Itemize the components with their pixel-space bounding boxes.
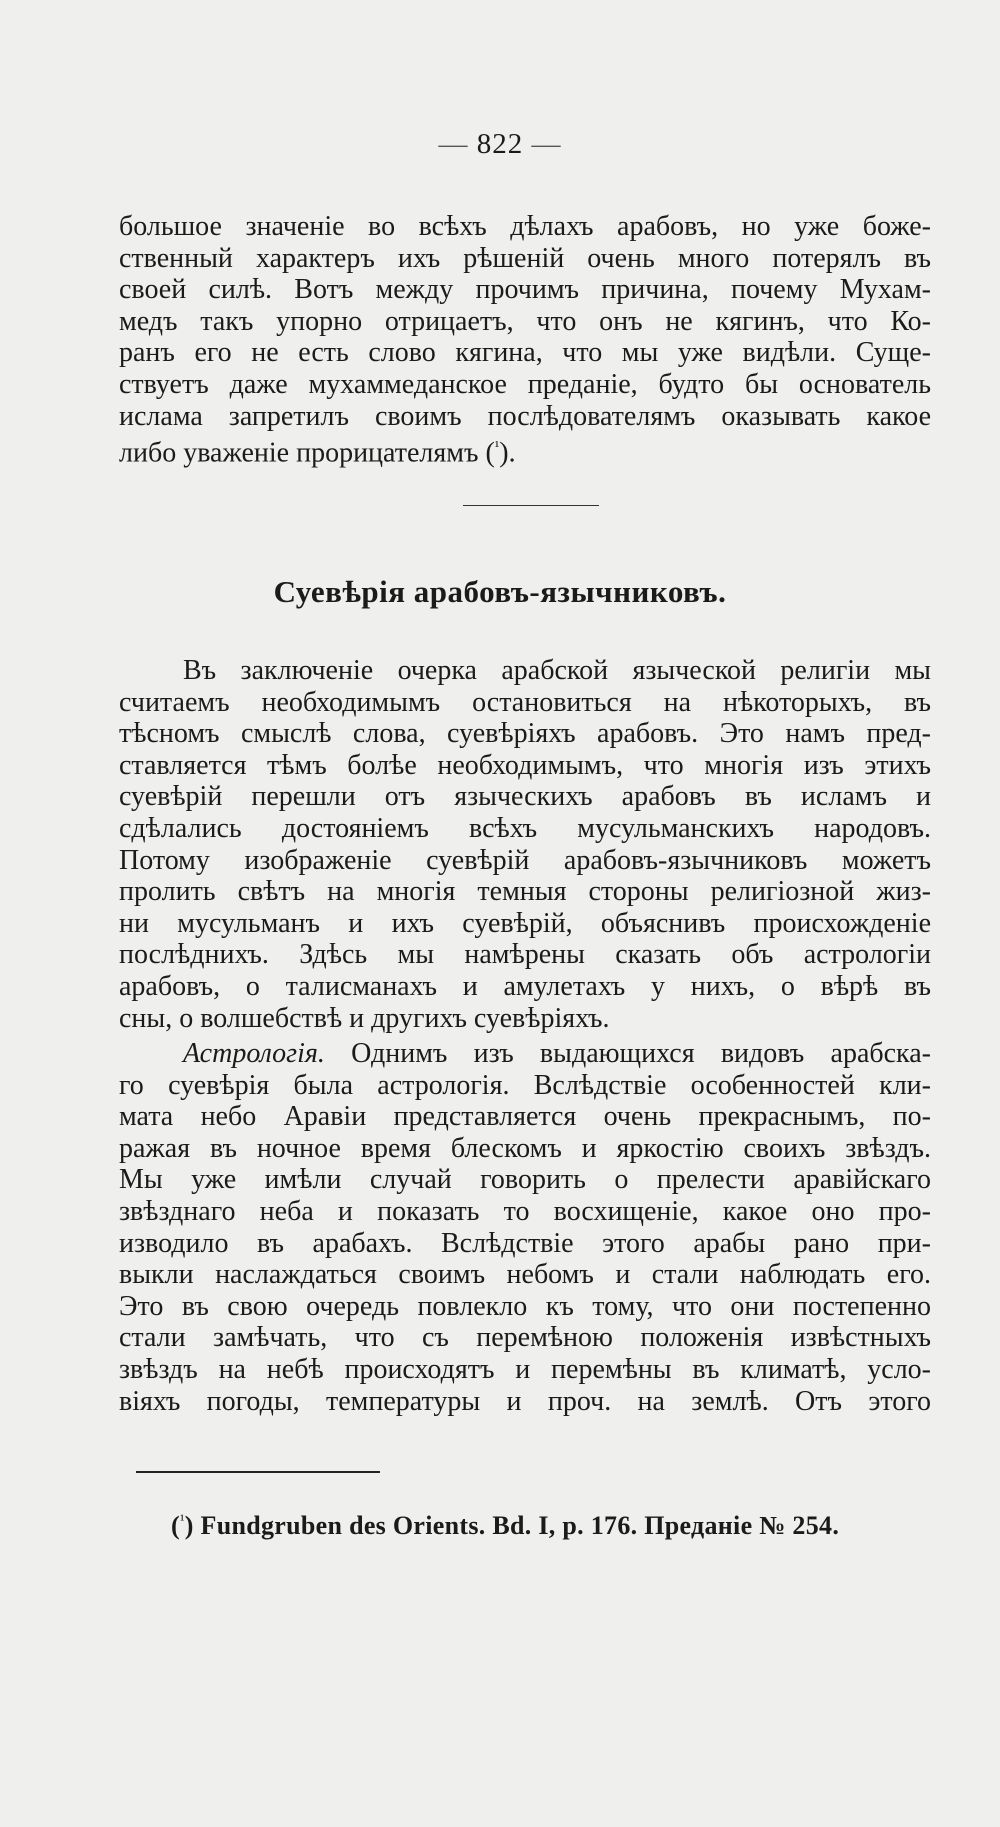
footnote [171, 1511, 911, 1541]
text-line: большое значеніе во всѣхъ дѣлахъ арабовъ, но уже боже- [119, 211, 931, 242]
text-line: ражая въ ночное время блескомъ и яркостію своихъ звѣздъ. [119, 1132, 931, 1164]
footnote-divider [136, 1471, 380, 1473]
text-line: Мы уже имѣли случай говорить о прелести аравійскаго [119, 1164, 931, 1196]
text-line: сдѣлались достояніемъ всѣхъ мусульманскихъ народовъ. [119, 812, 931, 844]
text-line: Это въ свою очередь повлекло къ тому, что они постепенно [119, 1290, 931, 1322]
text-line: Въ заключеніе очерка арабской языческой религіи мы [183, 655, 931, 686]
text-fragment: Однимъ изъ выдающихся видовъ арабска- [324, 1038, 931, 1069]
text-line: арабовъ, о талисманахъ и амулетахъ у нихъ, о вѣрѣ въ [119, 970, 931, 1002]
paragraph-introduction [119, 655, 931, 1034]
text-line: послѣднихъ. Здѣсь мы намѣрены сказать объ астрологіи [119, 939, 931, 971]
text-line: медъ такъ упорно отрицаетъ, что онъ не кягинъ, что Ко- [119, 305, 931, 337]
text-line: ствуетъ даже мухаммеданское преданіе, будто бы основатель [119, 368, 931, 400]
text-line: ни мусульманъ и ихъ суевѣрій, объяснивъ происхожденіе [119, 907, 931, 939]
footnote-marker-close: ) [184, 1511, 194, 1540]
text-line-first [119, 1038, 931, 1070]
text-line: суевѣрій перешли отъ языческихъ арабовъ въ исламъ и [119, 781, 931, 813]
paragraph-continued [119, 211, 931, 469]
text-line: тѣсномъ смыслѣ слова, суевѣріяхъ арабовъ. Это намъ пред- [119, 718, 931, 750]
dash-left: — [438, 128, 469, 160]
text-line: считаемъ необходимымъ остановиться на нѣкоторыхъ, въ [119, 686, 931, 718]
text-line: своей силѣ. Вотъ между прочимъ причина, почему Мухам- [119, 274, 931, 306]
text-line-last [119, 432, 931, 469]
text-line: звѣзднаго неба и показать то восхищеніе, какое оно про- [119, 1195, 931, 1227]
text-line: сны, о волшебствѣ и другихъ суевѣріяхъ. [119, 1002, 610, 1034]
text-line: віяхъ погоды, температуры и проч. на землѣ. Отъ этого [119, 1385, 931, 1417]
text-fragment: либо уваженіе прорицателямъ ( [119, 437, 495, 469]
text-line: изводило въ арабахъ. Вслѣдствіе этого арабы рано при- [119, 1227, 931, 1259]
page-number [0, 128, 1000, 161]
subsection-title: Астрологія. [183, 1038, 325, 1069]
text-line: мата небо Аравіи представляется очень прекраснымъ, по- [119, 1101, 931, 1133]
footnote-marker: ¹ [179, 1512, 185, 1529]
text-line: Потому изображеніе суевѣрій арабовъ-язычниковъ можетъ [119, 844, 931, 876]
text-line: звѣздъ на небѣ происходятъ и перемѣны въ климатѣ, усло- [119, 1353, 931, 1385]
text-line: ственный характеръ ихъ рѣшеній очень много потерялъ въ [119, 242, 931, 274]
text-line: ранъ его не есть слово кягина, что мы уже видѣли. Суще- [119, 337, 931, 369]
text-line: пролить свѣтъ на многія темныя стороны религіозной жиз- [119, 876, 931, 908]
section-divider [463, 505, 599, 506]
text-line: ислама запретилъ своимъ послѣдователямъ оказывать какое [119, 400, 931, 432]
section-heading: Суевѣрія арабовъ-язычниковъ. [273, 574, 727, 609]
text-line: стали замѣчать, что съ перемѣною положенія извѣстныхъ [119, 1322, 931, 1354]
footnote-text: Fundgruben des Orients. Bd. I, p. 176. Преданіе № 254. [193, 1511, 840, 1540]
page-number-value: 822 [476, 128, 524, 160]
text-line: го суевѣрія была астрологія. Вслѣдствіе особенностей кли- [119, 1069, 931, 1101]
text-fragment: ). [499, 437, 516, 469]
text-line: выкли наслаждаться своимъ небомъ и стали наблюдать его. [119, 1259, 931, 1291]
footnote-reference[interactable]: ¹ [494, 439, 500, 456]
paragraph-astrology [119, 1038, 931, 1417]
footnote-marker-open: ( [171, 1511, 180, 1540]
dash-right: — [531, 128, 562, 160]
text-line: ставляется тѣмъ болѣе необходимымъ, что многія изъ этихъ [119, 749, 931, 781]
